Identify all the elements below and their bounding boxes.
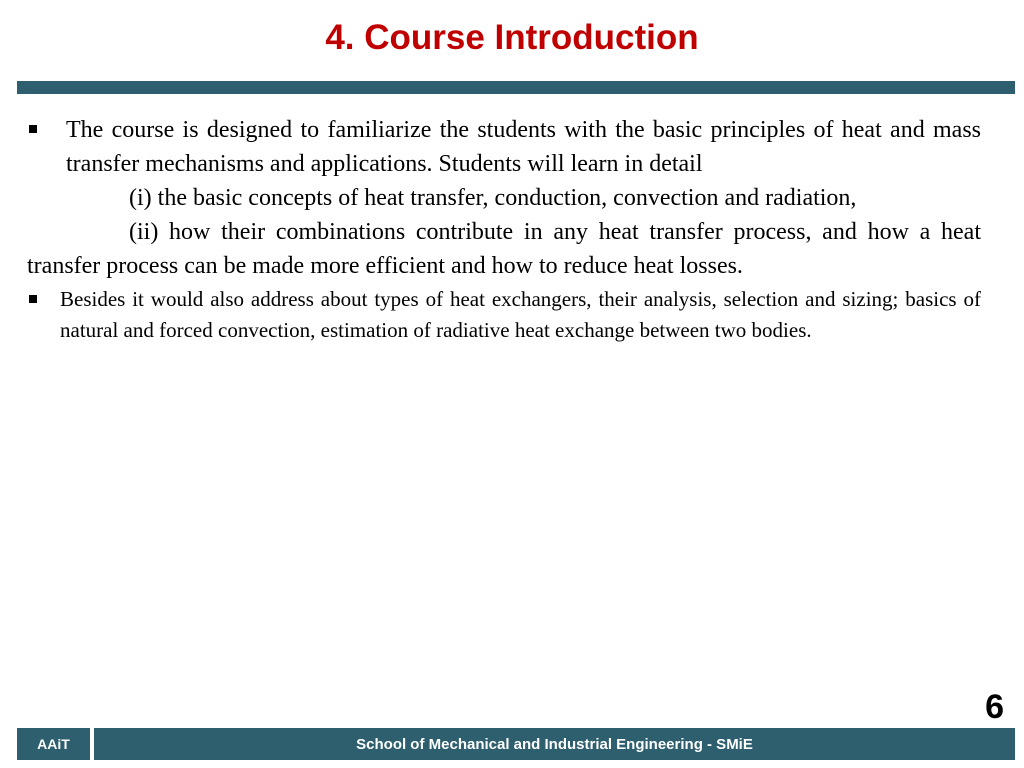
page-number: 6 <box>985 688 1004 726</box>
footer-school-label: School of Mechanical and Industrial Engineering - SMiE <box>94 728 1015 760</box>
bullet-1-text: The course is designed to familiarize the students with the basic principles of heat and mass transfer mechanisms and applications. Students will learn in detail <box>66 117 981 177</box>
footer-institution-label: AAiT <box>17 728 90 760</box>
bullet-2-text: Besides it would also address about types of heat exchangers, their analysis, selection and sizing; basics of natural and forced convection, estimation of radiative heat exchange between two bodies. <box>60 287 981 342</box>
bullet-item-1 <box>27 113 981 181</box>
slide-content <box>27 113 981 346</box>
square-bullet-icon <box>29 295 37 303</box>
title-divider-bar <box>17 81 1015 94</box>
sub-item-i: (i) the basic concepts of heat transfer, conduction, convection and radiation, <box>129 185 857 211</box>
slide-title: 4. Course Introduction <box>325 18 699 57</box>
bullet-item-2 <box>27 284 981 346</box>
sub-item-ii: (ii) how their combinations contribute in any heat transfer process, and how a heat transfer process can be made more efficient and how to reduce heat losses. <box>27 219 981 279</box>
square-bullet-icon <box>29 125 37 133</box>
